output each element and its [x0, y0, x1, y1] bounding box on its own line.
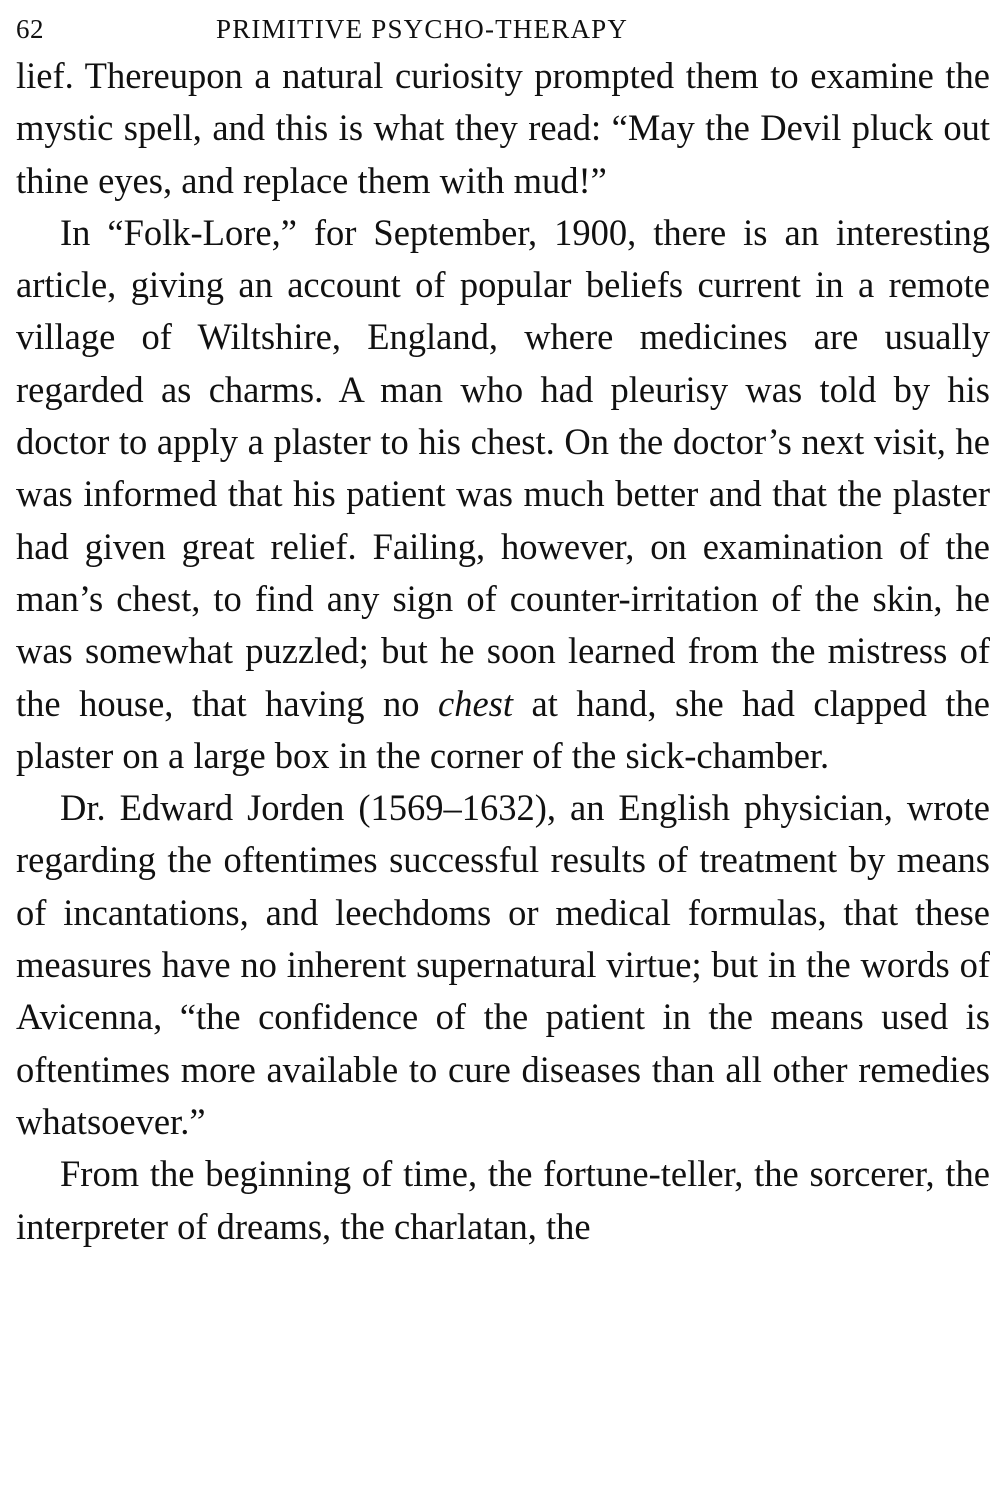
book-page — [16, 10, 990, 1490]
paragraph-folk-lore — [16, 207, 990, 782]
italic-word: chest — [438, 682, 514, 724]
page-number: 62 — [16, 14, 44, 44]
paragraph-jorden: Dr. Edward Jorden (1569–1632), an English physician, wrote regarding the oftentimes successful results of treatment by means of incantations, and leechdoms or medical formulas, that these measures have no inherent supernatural virtue; but in the words of Avicenna, “the confidence of the patient in the means used is oftentimes more available to cure diseases than all other remedies whatsoever.” — [16, 787, 990, 1142]
body-text — [16, 50, 990, 1253]
paragraph-text: at hand, she had clapped the plaster on a large box in the corner of the sick-chamber. — [16, 682, 990, 776]
paragraph-continued: lief. Thereupon a natural curiosity prompted them to examine the mystic spell, and this is what they read: “May the Devil pluck out thine eyes, and replace them with mud!” — [16, 55, 990, 201]
running-head: PRIMITIVE PSYCHO-THERAPY — [216, 14, 629, 44]
paragraph-text: In “Folk-Lore,” for September, 1900, there is an interesting article, giving an account of popular beliefs current in a remote village of Wiltshire, England, where medicines are usually regarded as charms. A man who had pleurisy was told by his doctor to apply a plaster to his chest. On the doctor’s next visit, he was informed that his patient was much better and that the plaster had given great relief. Failing, however, on examination of the man’s chest, to find any sign of counter-irritation of the skin, he was somewhat puzzled; but he soon learned from the mistress of the house, that having no — [16, 211, 990, 724]
paragraph-fortune-teller: From the beginning of time, the fortune-teller, the sorcerer, the interpreter of dreams, the charlatan, the — [16, 1153, 990, 1247]
page-header — [16, 10, 990, 50]
